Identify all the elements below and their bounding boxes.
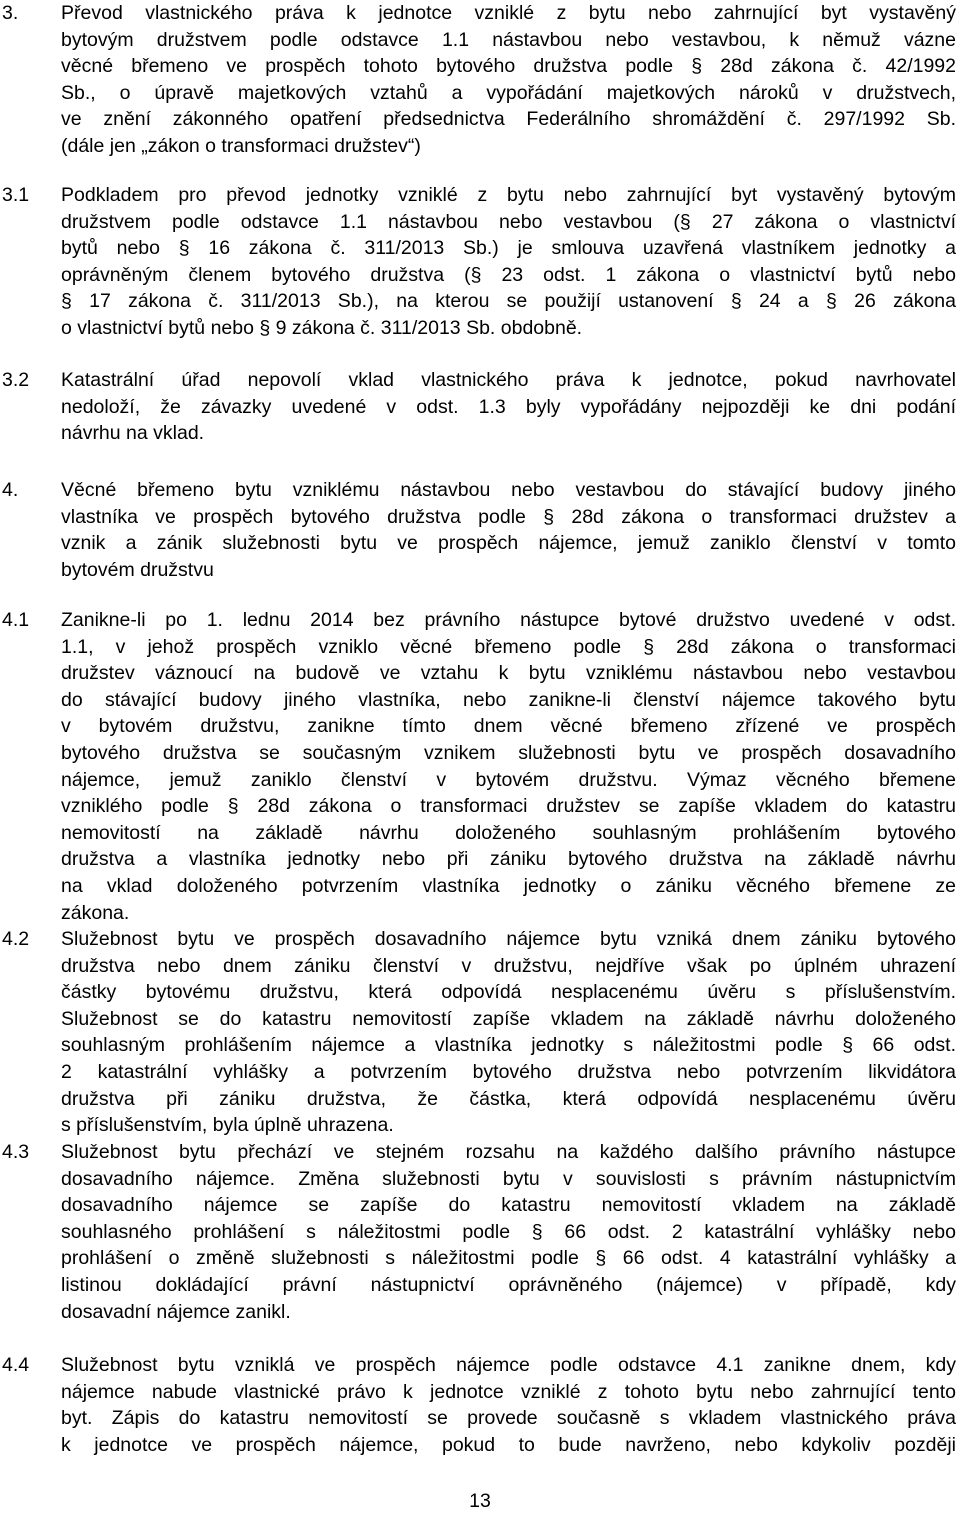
text-line: bytovým družstvem podle odstavce 1.1 nástavbou nebo vestavbou, k němuž vázne (61, 28, 956, 51)
section-text (61, 1139, 956, 1325)
text-line: družstva při zániku družstva, že částka, která odpovídá nesplacenému úvěru (61, 1087, 956, 1110)
text-line: návrhu na vklad. (61, 422, 205, 445)
text-line: o vlastnictví bytů nebo § 9 zákona č. 311/2013 Sb. obdobně. (61, 316, 583, 339)
text-line: nájemce, jemuž zaniklo členství v bytovém družstvu. Výmaz věcného břemene (61, 768, 956, 791)
text-line: dosavadního nájemce se zapíše do katastru nemovitostí vkladem na základě (61, 1194, 956, 1217)
text-line: bytovém družstvu (61, 558, 214, 581)
text-line: družstvem podle odstavce 1.1 nástavbou nebo vestavbou (§ 27 zákona o vlastnictví (61, 210, 956, 233)
text-line: Služebnost bytu přechází ve stejném rozsahu na každého dalšího právního nástupce (61, 1141, 956, 1163)
text-line: věcné břemeno ve prospěch tohoto bytového družstva podle § 28d zákona č. 42/1992 (61, 55, 956, 78)
section-number: 4.2 (2, 928, 30, 950)
section-text (61, 926, 956, 1139)
text-line: v bytovém družstvu, zanikne tímto dnem věcné břemeno zřízené ve prospěch (61, 715, 956, 738)
text-line: vznik a zánik služebnosti bytu ve prospěch nájemce, jemuž zaniklo členství v tomto (61, 532, 956, 555)
section-text (61, 182, 956, 342)
section-text (61, 367, 956, 447)
section-number: 3. (2, 2, 19, 24)
text-line: zákona. (61, 901, 130, 924)
section-text (61, 0, 956, 160)
text-line: dosavadního nájemce. Změna služebnosti bytu v souvislosti s právním nástupnictvím (61, 1167, 956, 1190)
section-number: 4.3 (2, 1141, 30, 1163)
text-line: částky bytovému družstvu, která odpovídá nesplacenému úvěru s příslušenstvím. (61, 981, 956, 1004)
text-line: Zanikne-li po 1. lednu 2014 bez právního nástupce bytové družstvo uvedené v odst. (61, 609, 956, 631)
text-line: vzniklého podle § 28d zákona o transformaci družstev se zapíše vkladem do katastru (61, 795, 956, 818)
text-line: nedoloží, že závazky uvedené v odst. 1.3 byly vypořádány nejpozději ke dni podání (61, 395, 956, 418)
text-line: (dále jen „zákon o transformaci družstev“) (61, 134, 421, 157)
text-line: § 17 zákona č. 311/2013 Sb.), na kterou se použijí ustanovení § 24 a § 26 zákona (61, 290, 956, 313)
section-number: 3.1 (2, 184, 30, 206)
section-number: 4. (2, 479, 19, 501)
page-number: 13 (469, 1490, 491, 1512)
text-line: Služebnost bytu vzniklá ve prospěch nájemce podle odstavce 4.1 zanikne dnem, kdy (61, 1354, 956, 1376)
text-line: Služebnost bytu ve prospěch dosavadního nájemce bytu vzniká dnem zániku bytového (61, 928, 956, 950)
text-line: 1.1, v jehož prospěch vzniklo věcné břemeno podle § 28d zákona o transformaci (61, 635, 956, 658)
text-line: Převod vlastnického práva k jednotce vzniklé z bytu nebo zahrnující byt vystavěný (61, 2, 956, 24)
text-line: družstva nebo dnem zániku členství v družstvu, nejdříve však po úplném uhrazení (61, 954, 956, 977)
text-line: družstev váznoucí na budově ve vztahu k bytu vzniklému nástavbou nebo vestavbou (61, 662, 956, 685)
section-text (61, 607, 956, 926)
section-text (61, 477, 956, 583)
text-line: Katastrální úřad nepovolí vklad vlastnického práva k jednotce, pokud navrhovatel (61, 369, 956, 391)
text-line: vlastníka ve prospěch bytového družstva podle § 28d zákona o transformaci družstev a (61, 505, 956, 528)
section-number: 4.1 (2, 609, 30, 631)
text-line: nemovitostí na základě návrhu doloženého souhlasným prohlášením bytového (61, 821, 956, 844)
text-line: souhlasného prohlášení s náležitostmi podle § 66 odst. 2 katastrální vyhlášky nebo (61, 1220, 956, 1243)
text-line: listinou dokládající právní nástupnictví oprávněného (nájemce) v případě, kdy (61, 1273, 956, 1296)
text-line: Služebnost se do katastru nemovitostí zapíše vkladem na základě návrhu doloženého (61, 1007, 956, 1030)
section-number: 3.2 (2, 369, 30, 391)
text-line: dosavadní nájemce zanikl. (61, 1300, 291, 1323)
text-line: družstva a vlastníka jednotky nebo při zániku bytového družstva na základě návrhu (61, 848, 956, 871)
text-line: s příslušenstvím, byla úplně uhrazena. (61, 1114, 394, 1137)
text-line: bytového družstva se současným vznikem služebnosti bytu ve prospěch dosavadního (61, 741, 956, 764)
section-text (61, 1352, 956, 1458)
text-line: na vklad doloženého potvrzením vlastníka jednotky o zániku věcného břemene ze (61, 874, 956, 897)
text-line: Podkladem pro převod jednotky vzniklé z bytu nebo zahrnující byt vystavěný bytovým (61, 184, 956, 206)
text-line: ve znění zákonného opatření předsednictva Federálního shromáždění č. 297/1992 Sb. (61, 108, 956, 131)
text-line: k jednotce ve prospěch nájemce, pokud to bude navrženo, nebo kdykoliv později (61, 1433, 956, 1456)
text-line: 2 katastrální vyhlášky a potvrzením bytového družstva nebo potvrzením likvidátora (61, 1060, 956, 1083)
text-line: Sb., o úpravě majetkových vztahů a vypořádání majetkových nároků v družstvech, (61, 81, 956, 104)
text-line: bytů nebo § 16 zákona č. 311/2013 Sb.) je smlouva uzavřená vlastníkem jednotky a (61, 237, 956, 260)
text-line: do stávající budovy jiného vlastníka, nebo zanikne-li členství nájemce takového bytu (61, 688, 956, 711)
text-line: oprávněným členem bytového družstva (§ 23 odst. 1 zákona o vlastnictví bytů nebo (61, 263, 956, 286)
text-line: byt. Zápis do katastru nemovitostí se provede současně s vkladem vlastnického práva (61, 1407, 956, 1430)
section-number: 4.4 (2, 1354, 30, 1376)
text-line: nájemce nabude vlastnické právo k jednotce vzniklé z tohoto bytu nebo zahrnující tento (61, 1380, 956, 1403)
text-line: souhlasným prohlášením nájemce a vlastníka jednotky s náležitostmi podle § 66 odst. (61, 1034, 956, 1057)
text-line: prohlášení o změně služebnosti s náležitostmi podle § 66 odst. 4 katastrální vyhlášky a (61, 1247, 956, 1270)
text-line: Věcné břemeno bytu vzniklému nástavbou nebo vestavbou do stávající budovy jiného (61, 479, 956, 501)
